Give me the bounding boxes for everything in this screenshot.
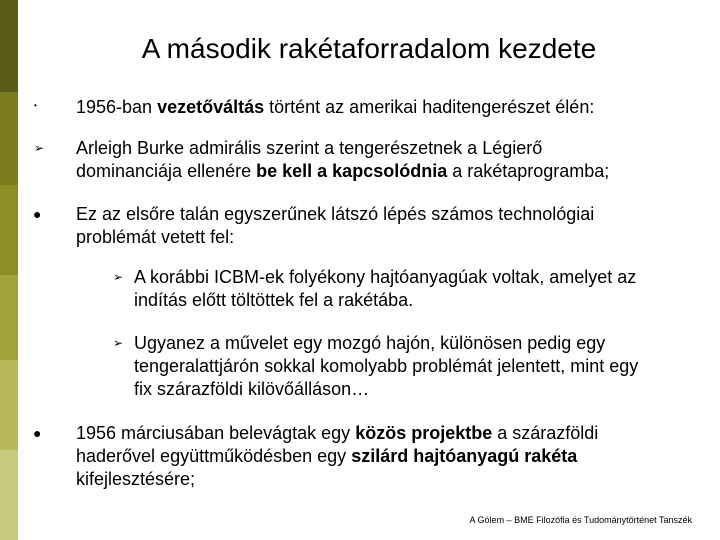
- slide-title: A második rakétaforradalom kezdete: [141, 33, 597, 64]
- sub-item-2-line-1: Ugyanez a művelet egy mozgó hajón, különösen pedig egy: [134, 333, 606, 353]
- bullet-item-4-line-3: kifejlesztésére;: [76, 469, 196, 489]
- round-bullet-icon: ●: [33, 425, 42, 441]
- bullet-item-1-bold: vezetőváltás: [157, 97, 265, 117]
- sub-item-1-line-2: indítás előtt töltöttek fel a rakétába.: [134, 290, 414, 310]
- bullet-item-1-text: 1956-ban: [76, 97, 158, 117]
- round-bullet-icon: ●: [33, 206, 42, 222]
- bullet-item-4-text-end: a szárazföldi: [492, 423, 599, 443]
- sub-item-2-line-3: fix szárazföldi kilövőálláson…: [134, 379, 370, 399]
- bullet-item-3-line-2: problémát vetett fel:: [76, 227, 235, 247]
- bullet-item-2-bold: be kell a kapcsolódnia: [256, 161, 448, 181]
- bullet-item-1: [76, 96, 594, 119]
- arrow-bullet-icon: ➢: [113, 270, 124, 284]
- arrow-bullet-icon: ➢: [34, 141, 45, 155]
- bullet-item-4-text: 1956 márciusában belevágtak egy: [76, 423, 356, 443]
- bullet-item-3-line-1: Ez az elsőre talán egyszerűnek látszó lépés számos technológiai: [76, 204, 595, 224]
- bullet-item-4-text-2: haderővel együttműködésben egy: [76, 446, 352, 466]
- sub-item-1: [134, 266, 636, 312]
- bullet-item-2-line-1: Arleigh Burke admirális szerint a tengerészetnek a Légierő: [76, 138, 543, 158]
- bullet-item-4-line-1: [76, 422, 598, 445]
- bullet-item-4-bold-2: szilárd hajtóanyagú rakéta: [351, 446, 578, 466]
- bullet-item-4-bold: közös projektbe: [355, 423, 493, 443]
- bullet-dot-icon: •: [34, 101, 37, 110]
- bullet-item-4-line-2: [76, 445, 598, 468]
- sub-item-2: [134, 332, 638, 401]
- arrow-bullet-icon: ➢: [113, 336, 124, 350]
- bullet-item-2: [76, 137, 609, 183]
- sub-item-2-line-2: tengeralattjárón sokkal komolyabb problémát jelentett, mint egy: [134, 356, 639, 376]
- decorative-side-bar: [0, 0, 18, 540]
- sub-item-1-line-1: A korábbi ICBM-ek folyékony hajtóanyagúak voltak, amelyet az: [134, 267, 637, 287]
- footer-credit: A Gólem – BME Filozófia és Tudománytörténet Tanszék: [469, 515, 692, 525]
- bullet-item-2-line-2: [76, 160, 609, 183]
- bullet-item-1-text-end: történt az amerikai haditengerészet élén:: [264, 97, 595, 117]
- bullet-item-4: [76, 422, 598, 491]
- bullet-item-3: [76, 203, 594, 249]
- bullet-item-2-text: dominanciája ellenére: [76, 161, 257, 181]
- bullet-item-2-text-end: a rakétaprogramba;: [447, 161, 610, 181]
